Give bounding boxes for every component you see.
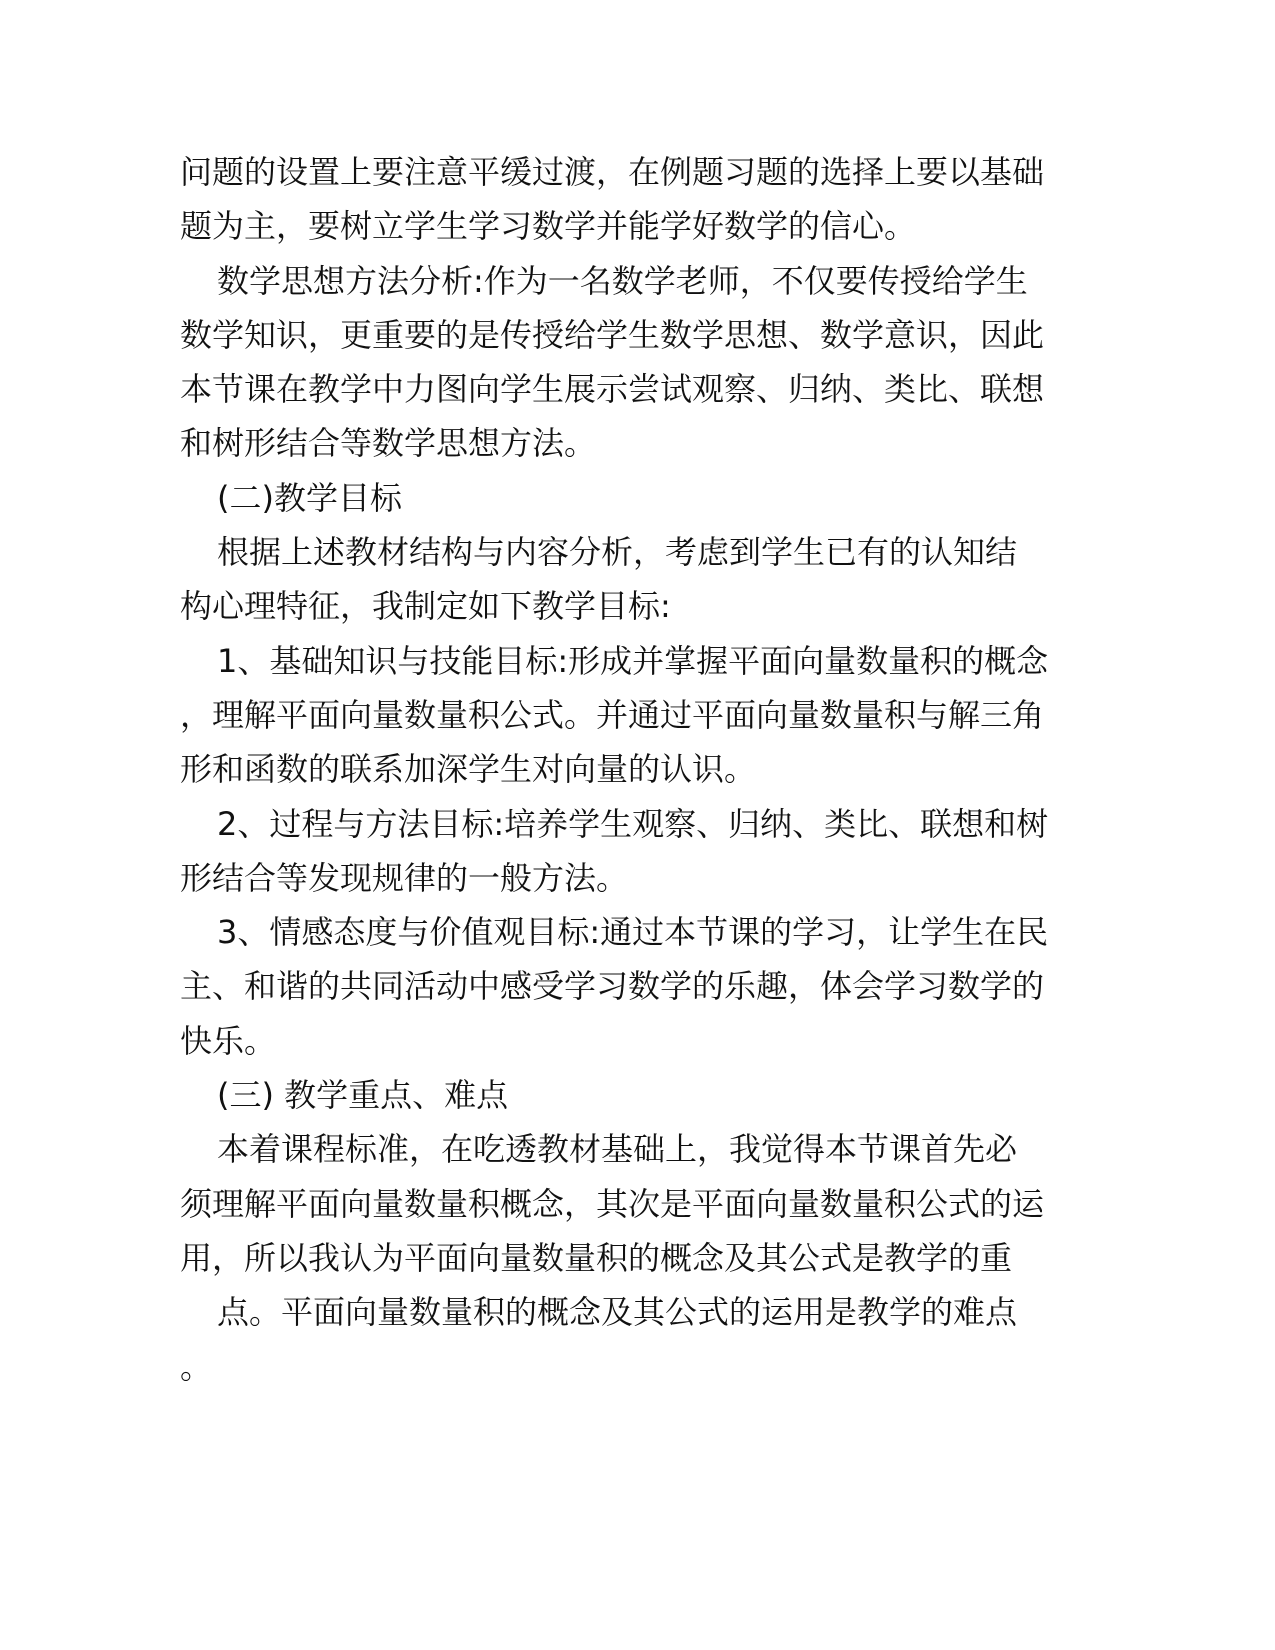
text-line: 快乐。: [180, 1021, 277, 1060]
section-heading: (三) 教学重点、难点: [217, 1076, 509, 1115]
text-line: 和树形结合等数学思想方法。: [180, 424, 597, 463]
list-item-1: 1、基础知识与技能目标:形成并掌握平面向量数量积的概念: [217, 641, 1049, 680]
paragraph-start-line: 数学思想方法分析:作为一名数学老师，不仅要传授给学生: [217, 261, 1028, 300]
list-item-2: 2、过程与方法目标:培养学生观察、归纳、类比、联想和树: [217, 804, 1049, 843]
paragraph-start-line: 根据上述教材结构与内容分析，考虑到学生已有的认知结: [217, 533, 1018, 572]
list-item-3: 3、情感态度与价值观目标:通过本节课的学习，让学生在民: [217, 913, 1049, 952]
document-body: [180, 145, 1049, 1394]
paragraph-start-line: 本着课程标准，在吃透教材基础上，我觉得本节课首先必: [217, 1130, 1018, 1169]
text-line: 形结合等发现规律的一般方法。: [180, 858, 629, 897]
text-line: 。: [180, 1347, 213, 1386]
text-line: 须理解平面向量数量积概念，其次是平面向量数量积公式的运: [180, 1184, 1045, 1223]
text-line: ，理解平面向量数量积公式。并通过平面向量数量积与解三角: [180, 695, 1045, 734]
text-line: 点。平面向量数量积的概念及其公式的运用是教学的难点: [217, 1293, 1018, 1332]
text-line: 问题的设置上要注意平缓过渡，在例题习题的选择上要以基础: [180, 153, 1045, 191]
text-line: 数学知识，更重要的是传授给学生数学思想、数学意识，因此: [180, 315, 1045, 354]
text-line: 题为主，要树立学生学习数学并能学好数学的信心。: [180, 207, 917, 246]
text-line: 构心理特征，我制定如下教学目标:: [180, 587, 671, 626]
text-line: 主、和谐的共同活动中感受学习数学的乐趣，体会学习数学的: [180, 967, 1045, 1006]
section-heading: (二)教学目标: [217, 478, 402, 517]
text-line: 本节课在教学中力图向学生展示尝试观察、归纳、类比、联想: [180, 370, 1045, 409]
text-line: 形和函数的联系加深学生对向量的认识。: [180, 750, 757, 789]
text-line: 用，所以我认为平面向量数量积的概念及其公式是教学的重: [180, 1238, 1013, 1277]
